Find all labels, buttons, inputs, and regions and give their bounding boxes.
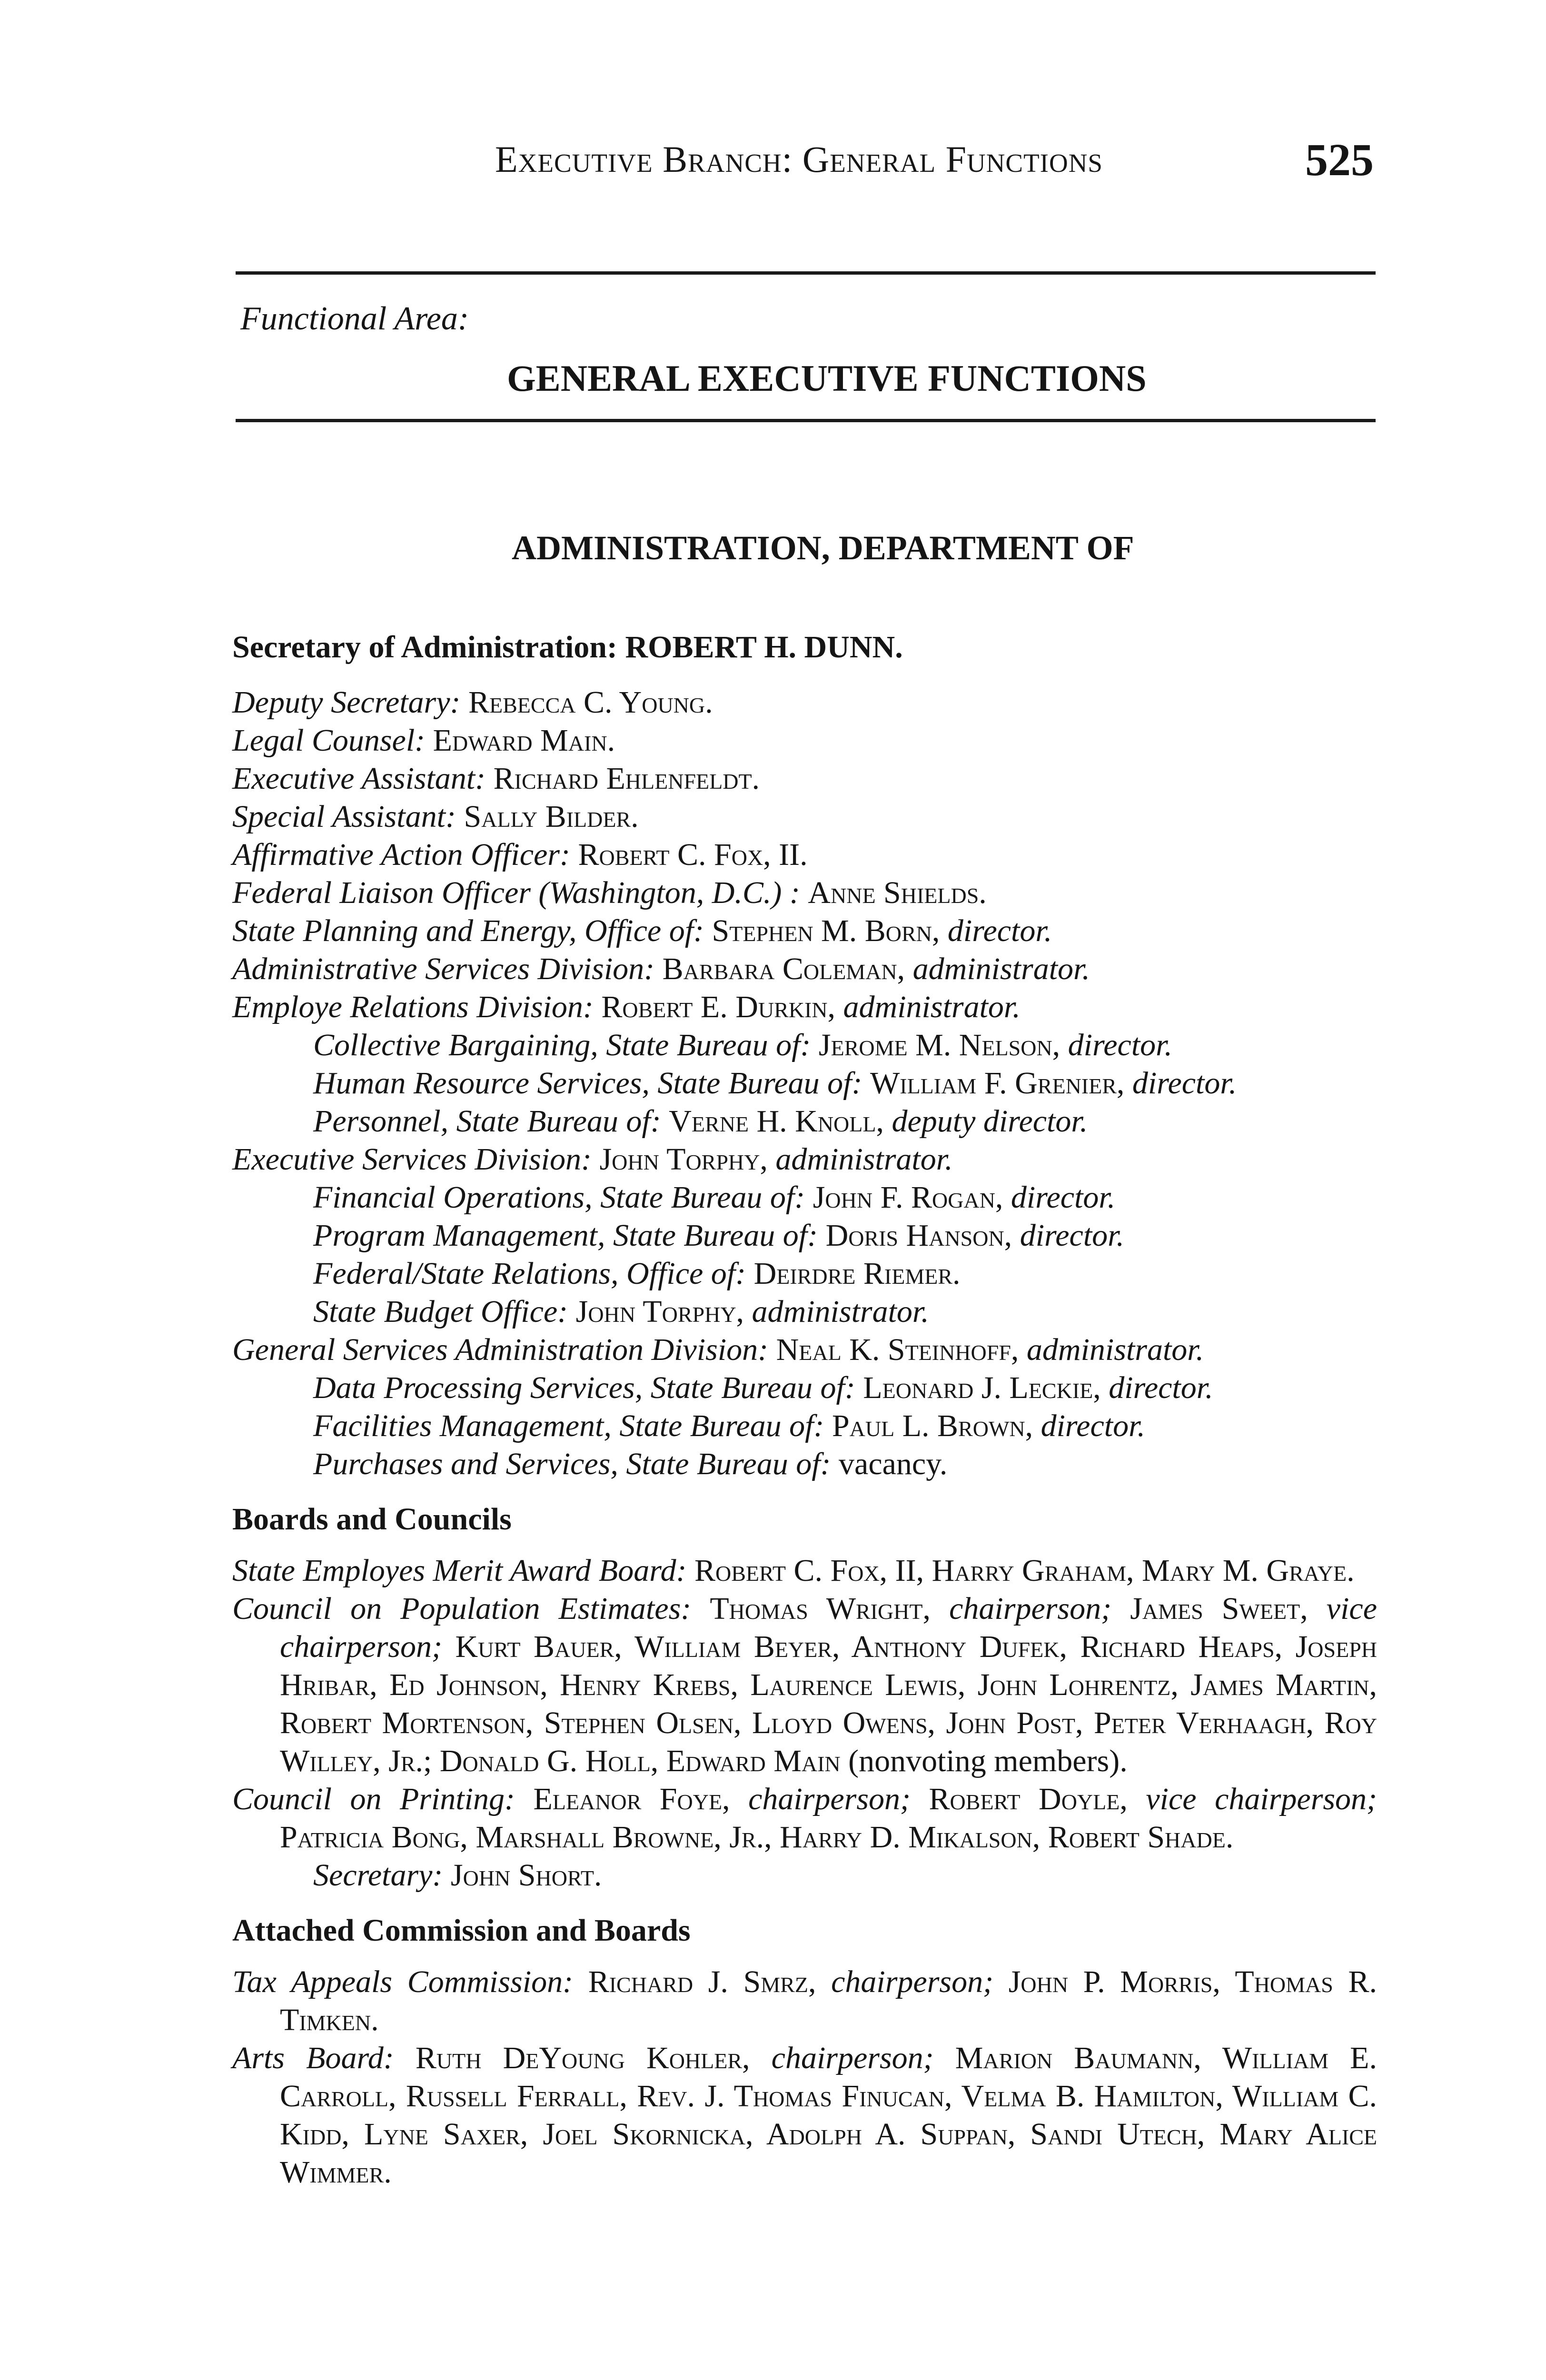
officer-line: State Budget Office: John Torphy, administrator. [313,1294,929,1329]
printing-secretary-line: Secretary: John Short. [313,1858,602,1893]
officer-line: Executive Services Division: John Torphy, administrator. [232,1142,953,1177]
officer-line: Federal/State Relations, Office of: Deirdre Riemer. [313,1256,961,1291]
officer-line: Administrative Services Division: Barbara Coleman, administrator. [232,952,1090,986]
secretary-line [232,628,1377,666]
officer-line: Financial Operations, State Bureau of: John F. Rogan, director. [313,1180,1116,1215]
page-number: 525 [1305,134,1374,185]
running-title-part-b: General Functions [802,139,1103,180]
officer-line: Purchases and Services, State Bureau of: vacancy. [313,1447,948,1481]
printing-council-entry: Council on Printing: Eleanor Foye, chairperson; Robert Doyle, vice chairperson; Patricia Bong, Marshall Browne, Jr., Harry D. Mikalson, Robert Shade. [232,1782,1378,1854]
officer-line: Employe Relations Division: Robert E. Durkin, administrator. [232,990,1021,1024]
functional-area-label: Functional Area: [240,300,469,337]
officer-line: State Planning and Energy, Office of: Stephen M. Born, director. [232,913,1052,948]
officer-line: Facilities Management, State Bureau of: Paul L. Brown, director. [313,1408,1145,1443]
running-header [495,138,1103,181]
officer-line: Executive Assistant: Richard Ehlenfeldt. [232,761,760,796]
officer-line: Legal Counsel: Edward Main. [232,723,615,758]
officer-line: Personnel, State Bureau of: Verne H. Knoll, deputy director. [313,1104,1088,1139]
officer-line: Deputy Secretary: Rebecca C. Young. [232,685,713,720]
officer-line: Federal Liaison Officer (Washington, D.C.) : Anne Shields. [232,875,987,910]
secretary-role: Secretary of Administration: [232,630,617,664]
officer-line: Special Assistant: Sally Bilder. [232,799,639,834]
boards-heading: Boards and Councils [232,1502,512,1537]
arts-board-entry: Arts Board: Ruth DeYoung Kohler, chairperson; Marion Baumann, William E. Carroll, Russell Ferrall, Rev. J. Thomas Finucan, Velma B. Hamilton, William C. Kidd, Lyne Saxer, Joel Skornicka, Adolph A. Suppan, Sandi Utech, Mary Alice Wimmer. [232,2041,1377,2190]
top-rule [236,271,1376,275]
officer-line: Collective Bargaining, State Bureau of: Jerome M. Nelson, director. [313,1028,1173,1062]
population-council-entry: Council on Population Estimates: Thomas Wright, chairperson; James Sweet, vice chairperson; Kurt Bauer, William Beyer, Anthony Dufek, Richard Heaps, Joseph Hribar, Ed Johnson, Henry Krebs, Laurence Lewis, John Lohrentz, James Martin, Robert Mortenson, Stephen Olsen, Lloyd Owens, John Post, Peter Verhaagh, Roy Willey, Jr.; Donald G. Holl, Edward Main (nonvoting members). [232,1591,1377,1778]
officer-line: Program Management, State Bureau of: Doris Hanson, director. [313,1218,1125,1253]
officer-line: Human Resource Services, State Bureau of: William F. Grenier, director. [313,1066,1237,1101]
merit-award-board-entry: State Employes Merit Award Board: Robert C. Fox, II, Harry Graham, Mary M. Graye. [232,1553,1355,1588]
functional-area-title: GENERAL EXECUTIVE FUNCTIONS [507,357,1147,399]
bottom-rule [236,419,1376,422]
officer-line: Affirmative Action Officer: Robert C. Fox, II. [232,837,808,872]
running-title-part-a: Executive Branch: [495,139,793,180]
officer-line: Data Processing Services, State Bureau of: Leonard J. Leckie, director. [313,1370,1213,1405]
directory-body [232,628,1377,2192]
department-title: ADMINISTRATION, DEPARTMENT OF [512,529,1134,567]
attached-heading: Attached Commission and Boards [232,1913,691,1948]
tax-appeals-entry: Tax Appeals Commission: Richard J. Smrz, chairperson; John P. Morris, Thomas R. Timken. [232,1964,1378,2037]
officer-line: General Services Administration Division: Neal K. Steinhoff, administrator. [232,1332,1204,1367]
secretary-name: ROBERT H. DUNN. [625,630,903,664]
